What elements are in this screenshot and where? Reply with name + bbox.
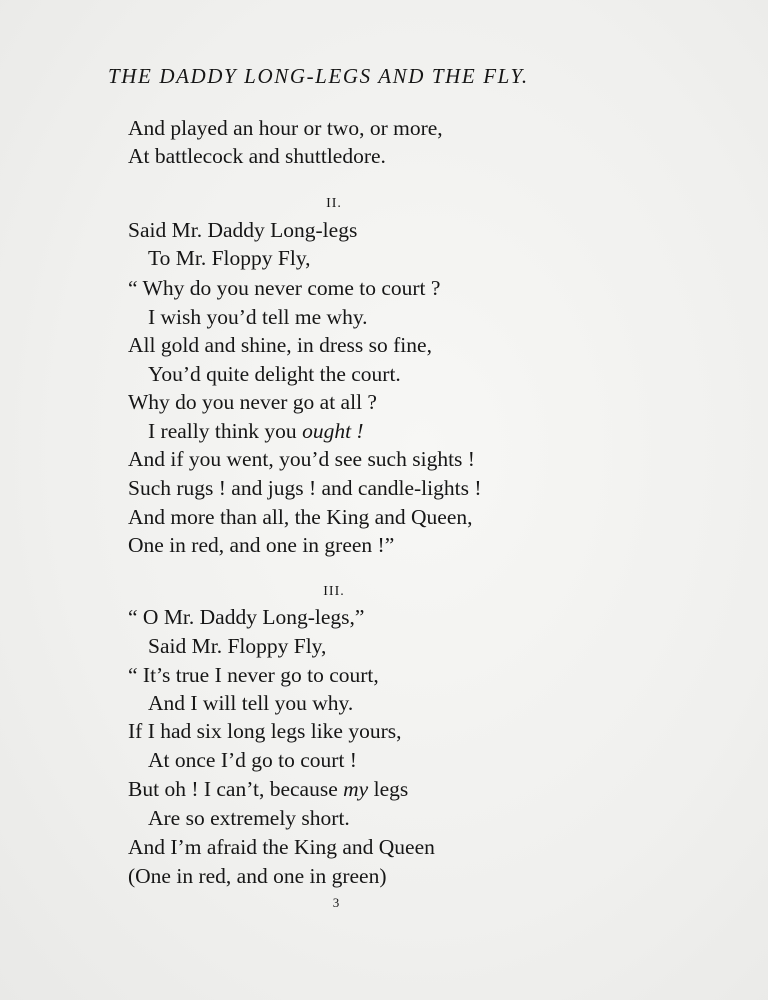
verse-line: To Mr. Floppy Fly, xyxy=(148,246,311,270)
verse-line: And if you went, you’d see such sights ! xyxy=(128,447,475,471)
verse-text: I really think you xyxy=(148,419,303,443)
verse-line: You’d quite delight the court. xyxy=(148,362,401,386)
stanza-numeral: II. xyxy=(326,196,342,211)
verse-line: I wish you’d tell me why. xyxy=(148,305,368,329)
verse-line: Such rugs ! and jugs ! and candle-lights ! xyxy=(128,476,482,500)
verse-line: All gold and shine, in dress so fine, xyxy=(128,333,432,357)
verse-line: “ It’s true I never go to court, xyxy=(128,663,379,687)
verse-line: Are so extremely short. xyxy=(148,806,350,830)
verse-line: If I had six long legs like yours, xyxy=(128,719,402,743)
running-head: THE DADDY LONG-LEGS AND THE FLY. xyxy=(108,64,529,88)
emphasis-word: ought ! xyxy=(302,419,364,443)
page-number: 3 xyxy=(332,895,340,910)
verse-text: legs xyxy=(368,777,409,801)
verse-line: And more than all, the King and Queen, xyxy=(128,505,473,529)
verse-line: And I’m afraid the King and Queen xyxy=(128,835,435,859)
verse-line: At battlecock and shuttledore. xyxy=(128,144,386,168)
verse-line xyxy=(148,421,364,443)
verse-line: Said Mr. Daddy Long-legs xyxy=(128,218,358,242)
verse-line: One in red, and one in green !” xyxy=(128,533,395,557)
verse-line: “ Why do you never come to court ? xyxy=(128,276,441,300)
verse-line: And I will tell you why. xyxy=(148,691,354,715)
verse-line: Why do you never go at all ? xyxy=(128,390,377,414)
stanza-numeral: III. xyxy=(323,584,345,599)
verse-line xyxy=(128,779,408,801)
verse-line: “ O Mr. Daddy Long-legs,” xyxy=(128,605,365,629)
verse-line: And played an hour or two, or more, xyxy=(128,116,443,140)
verse-line: (One in red, and one in green) xyxy=(128,864,387,888)
verse-text: But oh ! I can’t, because xyxy=(128,777,344,801)
verse-line: At once I’d go to court ! xyxy=(148,748,357,772)
emphasis-word: my xyxy=(343,777,369,801)
verse-line: Said Mr. Floppy Fly, xyxy=(148,634,327,658)
